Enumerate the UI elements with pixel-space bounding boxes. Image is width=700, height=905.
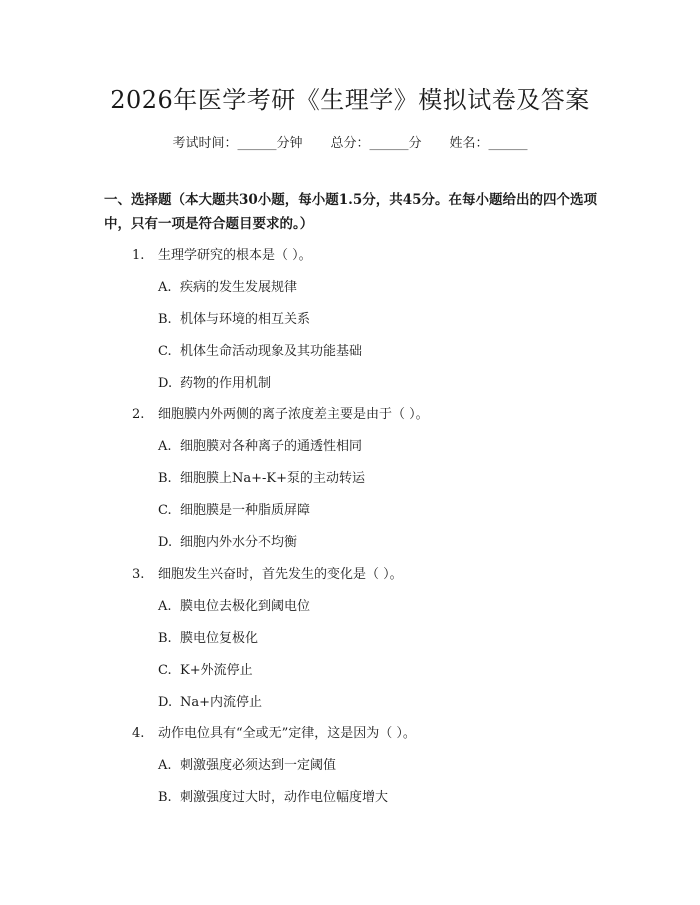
option-item <box>158 691 262 710</box>
option-letter: B. <box>158 631 172 646</box>
option-letter: C. <box>158 663 172 678</box>
option-item <box>158 754 336 773</box>
option-letter: B. <box>158 312 172 327</box>
question-number: 2. <box>132 407 145 422</box>
option-letter: B. <box>158 790 172 805</box>
option-text: 膜电位去极化到阈电位 <box>180 599 311 614</box>
question-text: 动作电位具有“全或无”定律，这是因为（ ）。 <box>158 726 416 741</box>
option-text: 机体生命活动现象及其功能基础 <box>180 344 363 359</box>
option-item <box>158 276 297 295</box>
page-title: 2026年医学考研《生理学》模拟试卷及答案 <box>110 86 590 114</box>
option-letter: D. <box>158 535 173 550</box>
option-letter: A. <box>158 280 172 295</box>
option-text: 药物的作用机制 <box>180 376 272 391</box>
option-text: 刺激强度过大时，动作电位幅度增大 <box>180 790 389 805</box>
option-text: Na+内流停止 <box>180 695 263 710</box>
option-item <box>158 627 258 646</box>
option-text: 刺激强度必须达到一定阈值 <box>180 758 337 773</box>
exam-meta <box>0 132 700 151</box>
question-text: 细胞发生兴奋时，首先发生的变化是（ ）。 <box>158 567 403 582</box>
total-score-field: 总分：______分 <box>330 136 422 151</box>
option-item <box>158 372 271 391</box>
option-item <box>158 308 310 327</box>
student-name-field: 姓名：______ <box>449 136 528 151</box>
option-letter: B. <box>158 471 172 486</box>
question-stem <box>132 244 312 263</box>
question-number: 3. <box>132 567 145 582</box>
option-letter: D. <box>158 695 173 710</box>
question-number: 1. <box>132 248 145 263</box>
option-text: 膜电位复极化 <box>180 631 259 646</box>
question-number: 4. <box>132 726 145 741</box>
option-text: 细胞内外水分不均衡 <box>180 535 298 550</box>
option-item <box>158 786 388 805</box>
option-item <box>158 595 310 614</box>
option-item <box>158 340 362 359</box>
option-letter: D. <box>158 376 173 391</box>
option-letter: A. <box>158 439 172 454</box>
option-item <box>158 499 310 518</box>
question-stem <box>132 403 429 422</box>
section-heading: 一、选择题（本大题共30小题，每小题1.5分，共45分。在每小题给出的四个选项中，只有一项是符合题目要求的。） <box>104 192 598 232</box>
option-item <box>158 531 297 550</box>
option-item <box>158 435 362 454</box>
option-text: 疾病的发生发展规律 <box>180 280 298 295</box>
option-item <box>158 659 253 678</box>
question-text: 生理学研究的根本是（ ）。 <box>158 248 312 263</box>
option-letter: C. <box>158 344 172 359</box>
option-text: 机体与环境的相互关系 <box>180 312 311 327</box>
option-text: 细胞膜是一种脂质屏障 <box>180 503 311 518</box>
option-letter: A. <box>158 758 172 773</box>
question-stem <box>132 563 403 582</box>
exam-time-field: 考试时间：______分钟 <box>172 136 303 151</box>
option-text: 细胞膜对各种离子的通透性相同 <box>180 439 363 454</box>
option-text: 细胞膜上Na+-K+泵的主动转运 <box>180 471 366 486</box>
option-letter: C. <box>158 503 172 518</box>
option-item <box>158 467 365 486</box>
option-text: K+外流停止 <box>180 663 253 678</box>
question-text: 细胞膜内外两侧的离子浓度差主要是由于（ ）。 <box>158 407 429 422</box>
option-letter: A. <box>158 599 172 614</box>
question-stem <box>132 722 416 741</box>
